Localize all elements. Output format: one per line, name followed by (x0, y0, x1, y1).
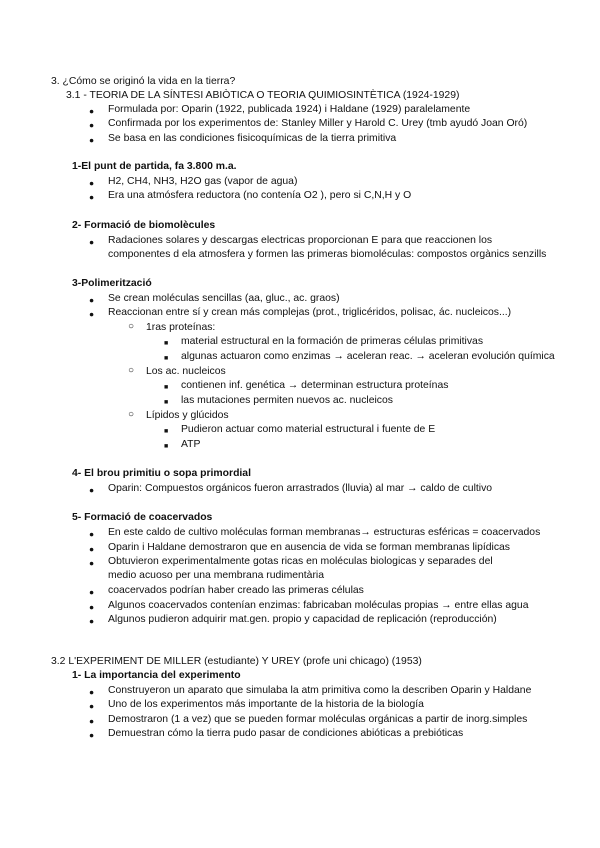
bullet-icon: ● (89, 716, 95, 726)
list-item-continuation: medio acuoso per una membrana rudimentària (108, 570, 325, 581)
sublist-item: las mutaciones permiten nuevos ac. nucleicos (181, 395, 393, 406)
point-heading: 5- Formació de coacervados (72, 512, 213, 523)
list-item: Demostraron (1 a vez) que se pueden formar moléculas orgánicas a partir de inorg.simples (108, 714, 528, 725)
point-heading: 1- La importancia del experimento (72, 670, 241, 681)
list-item: Obtuvieron experimentalmente gotas ricas en moléculas biologicas y separades del (108, 556, 493, 567)
list-item: Reaccionan entre sí y crean más complejas (prot., triglicéridos, polisac, ác. nucleicos...) (108, 307, 512, 318)
sublist-label: Lípidos y glúcidos (146, 410, 229, 421)
circle-bullet-icon: ○ (128, 409, 135, 420)
list-item: Se basa en las condiciones fisicoquímicas de la tierra primitiva (108, 133, 397, 144)
list-item: Oparin i Haldane demostraron que en ausencia de vida se forman membranas lipídicas (108, 542, 510, 553)
list-item: Construyeron un aparato que simulaba la atm primitiva como la describen Oparin y Haldane (108, 685, 532, 696)
section-heading: 3. ¿Cómo se originó la vida en la tierra? (51, 76, 236, 87)
circle-bullet-icon: ○ (128, 365, 135, 376)
square-bullet-icon: ■ (164, 340, 169, 347)
sublist-label: 1ras proteínas: (146, 322, 216, 333)
sublist-item: contienen inf. genética → determinan estructura proteínas (181, 380, 449, 391)
list-item: Demuestran cómo la tierra pudo pasar de condiciones abióticas a prebióticas (108, 728, 464, 739)
sublist-item: algunas actuaron como enzimas → aceleran reac. → aceleran evolución química (181, 351, 555, 362)
bullet-icon: ● (89, 687, 95, 697)
bullet-icon: ● (89, 558, 95, 568)
point-heading: 4- El brou primitiu o sopa primordial (72, 468, 251, 479)
bullet-icon: ● (89, 309, 95, 319)
bullet-icon: ● (89, 106, 95, 116)
square-bullet-icon: ■ (164, 384, 169, 391)
point-heading: 1-El punt de partida, fa 3.800 m.a. (72, 161, 237, 172)
list-item: Uno de los experimentos más importante de la historia de la biología (108, 699, 424, 710)
bullet-icon: ● (89, 544, 95, 554)
square-bullet-icon: ■ (164, 443, 169, 450)
bullet-icon: ● (89, 602, 95, 612)
list-item: Algunos pudieron adquirir mat.gen. propio y capacidad de replicación (reproducción) (108, 614, 497, 625)
bullet-icon: ● (89, 529, 95, 539)
bullet-icon: ● (89, 237, 95, 247)
subsection-heading: 3.2 L'EXPERIMENT DE MILLER (estudiante) Y UREY (profe uni chicago) (1953) (51, 656, 422, 667)
list-item: Confirmada por los experimentos de: Stanley Miller y Harold C. Urey (tmb ayudó Joan Oró) (108, 118, 528, 129)
circle-bullet-icon: ○ (128, 321, 135, 332)
list-item: Era una atmósfera reductora (no contenía O2 ), pero si C,N,H y O (108, 190, 412, 201)
list-item-continuation: componentes d ela atmosfera y formen las primeras biomoléculas: compostos orgànics senzills (108, 249, 547, 260)
list-item: Se crean moléculas sencillas (aa, gluc., ac. graos) (108, 293, 340, 304)
bullet-icon: ● (89, 295, 95, 305)
sublist-label: Los ac. nucleicos (146, 366, 226, 377)
sublist-item: ATP (181, 439, 201, 450)
point-heading: 2- Formació de biomolècules (72, 220, 216, 231)
list-item: En este caldo de cultivo moléculas forman membranas→ estructuras esféricas = coacervados (108, 527, 541, 538)
square-bullet-icon: ■ (164, 355, 169, 362)
list-item: Oparin: Compuestos orgánicos fueron arrastrados (lluvia) al mar → caldo de cultivo (108, 483, 493, 494)
bullet-icon: ● (89, 135, 95, 145)
list-item: H2, CH4, NH3, H2O gas (vapor de agua) (108, 176, 298, 187)
sublist-item: material estructural en la formación de primeras células primitivas (181, 336, 484, 347)
bullet-icon: ● (89, 485, 95, 495)
subsection-heading: 3.1 - TEORIA DE LA SÍNTESI ABIÒTICA O TEORIA QUIMIOSINTÈTICA (1924-1929) (66, 90, 460, 101)
bullet-icon: ● (89, 192, 95, 202)
list-item: Radaciones solares y descargas electricas proporcionan E para que reaccionen los (108, 235, 493, 246)
point-heading: 3-Polimerització (72, 278, 152, 289)
sublist-item: Pudieron actuar como material estructural i fuente de E (181, 424, 436, 435)
list-item: Algunos coacervados contenían enzimas: fabricaban moléculas propias → entre ellas agua (108, 600, 529, 611)
bullet-icon: ● (89, 730, 95, 740)
square-bullet-icon: ■ (164, 399, 169, 406)
bullet-icon: ● (89, 587, 95, 597)
list-item: coacervados podrían haber creado las primeras células (108, 585, 364, 596)
bullet-icon: ● (89, 616, 95, 626)
list-item: Formulada por: Oparin (1922, publicada 1924) i Haldane (1929) paralelamente (108, 104, 471, 115)
bullet-icon: ● (89, 120, 95, 130)
bullet-icon: ● (89, 701, 95, 711)
square-bullet-icon: ■ (164, 428, 169, 435)
bullet-icon: ● (89, 178, 95, 188)
